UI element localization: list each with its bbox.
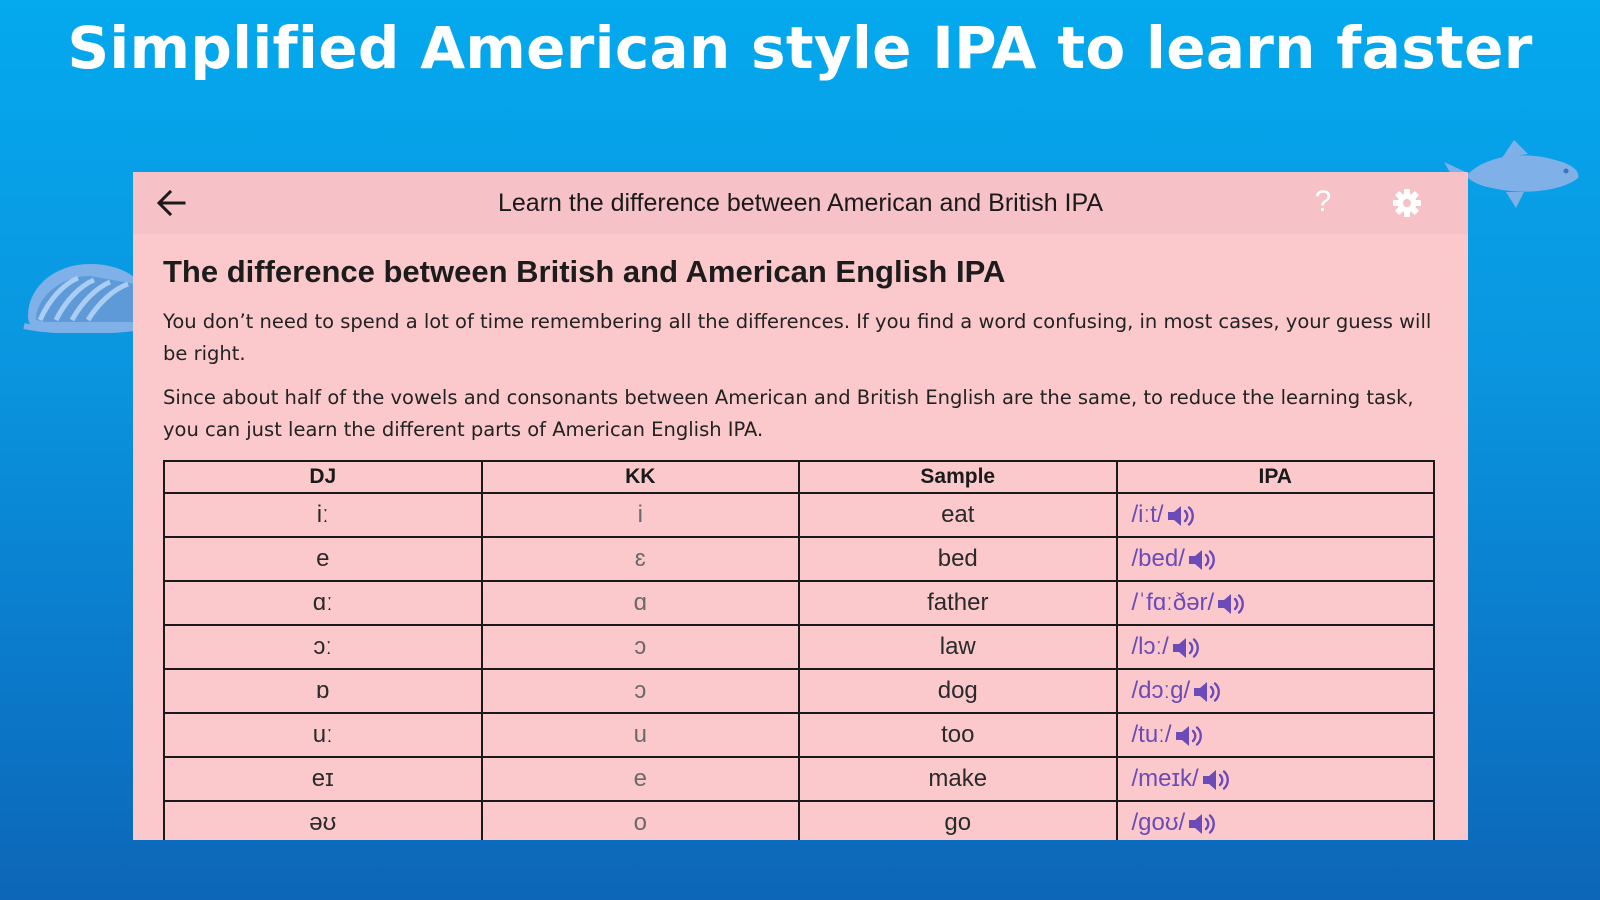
ipa-play-button[interactable] [1117, 581, 1435, 625]
ipa-play-button[interactable] [1117, 537, 1435, 581]
speaker-icon [1187, 812, 1217, 836]
article-paragraph-1: You don’t need to spend a lot of time remembering all the differences. If you find a word confusing, in most cases, your guess will be right. [163, 310, 1432, 365]
shell-icon [20, 258, 135, 333]
ipa-play-button[interactable] [1117, 669, 1435, 713]
table-row [164, 625, 1434, 669]
table-row [164, 537, 1434, 581]
ipa-comparison-table [163, 460, 1435, 840]
kk-cell: u [482, 713, 800, 757]
ipa-play-button[interactable] [1117, 625, 1435, 669]
ipa-transcription: /goʊ/ [1131, 809, 1186, 836]
sample-cell: make [799, 757, 1117, 801]
ipa-transcription: /dɔːg/ [1131, 677, 1191, 704]
table-header-row [164, 461, 1434, 493]
speaker-icon [1216, 592, 1246, 616]
ipa-transcription: /tuː/ [1131, 721, 1172, 748]
arrow-left-icon [156, 190, 186, 216]
table-row [164, 757, 1434, 801]
table-row [164, 581, 1434, 625]
table-row [164, 801, 1434, 840]
sample-cell: dog [799, 669, 1117, 713]
gear-icon [1392, 188, 1422, 218]
table-row [164, 713, 1434, 757]
speaker-icon [1192, 680, 1222, 704]
ipa-play-button[interactable] [1117, 713, 1435, 757]
column-header-sample: Sample [799, 461, 1117, 493]
speaker-icon [1166, 504, 1196, 528]
content [163, 234, 1438, 840]
dj-cell: uː [164, 713, 482, 757]
table-row [164, 669, 1434, 713]
sample-cell: too [799, 713, 1117, 757]
sample-cell: eat [799, 493, 1117, 537]
sample-cell: go [799, 801, 1117, 840]
table-row [164, 493, 1434, 537]
column-header-dj: DJ [164, 461, 482, 493]
ipa-play-button[interactable] [1117, 757, 1435, 801]
dj-cell: ɒ [164, 669, 482, 713]
ipa-transcription: /ˈfɑːðər/ [1131, 589, 1215, 616]
settings-button[interactable] [1387, 183, 1427, 223]
dj-cell: ɑː [164, 581, 482, 625]
column-header-kk: KK [482, 461, 800, 493]
dj-cell: eɪ [164, 757, 482, 801]
kk-cell: o [482, 801, 800, 840]
help-button[interactable]: ? [1314, 185, 1332, 218]
sample-cell: father [799, 581, 1117, 625]
sample-cell: law [799, 625, 1117, 669]
app-screen [133, 172, 1468, 840]
speaker-icon [1171, 636, 1201, 660]
kk-cell: ɔ [482, 625, 800, 669]
ipa-transcription: /meɪk/ [1131, 765, 1199, 792]
dj-cell: e [164, 537, 482, 581]
kk-cell: ɑ [482, 581, 800, 625]
speaker-icon [1174, 724, 1204, 748]
article-paragraph-2: Since about half of the vowels and consonants between American and British English are the same, to reduce the learning task, you can just learn the different parts of American English IPA. [163, 386, 1414, 441]
dj-cell: ɔː [164, 625, 482, 669]
kk-cell: ɔ [482, 669, 800, 713]
sample-cell: bed [799, 537, 1117, 581]
headline: Simplified American style IPA to learn faster [67, 14, 1533, 82]
kk-cell: ɛ [482, 537, 800, 581]
speaker-icon [1187, 548, 1217, 572]
app-bar [133, 172, 1468, 234]
column-header-ipa: IPA [1117, 461, 1435, 493]
dj-cell: əʊ [164, 801, 482, 840]
back-button[interactable] [153, 185, 189, 221]
app-bar-title: Learn the difference between American and British IPA [498, 189, 1103, 217]
ipa-play-button[interactable] [1117, 493, 1435, 537]
dj-cell: iː [164, 493, 482, 537]
ipa-transcription: /bed/ [1131, 545, 1185, 572]
ipa-play-button[interactable] [1117, 801, 1435, 840]
ipa-transcription: /lɔː/ [1131, 633, 1169, 660]
speaker-icon [1201, 768, 1231, 792]
article-heading: The difference between British and American English IPA [163, 254, 1006, 289]
kk-cell: e [482, 757, 800, 801]
kk-cell: i [482, 493, 800, 537]
ipa-transcription: /iːt/ [1131, 501, 1164, 528]
